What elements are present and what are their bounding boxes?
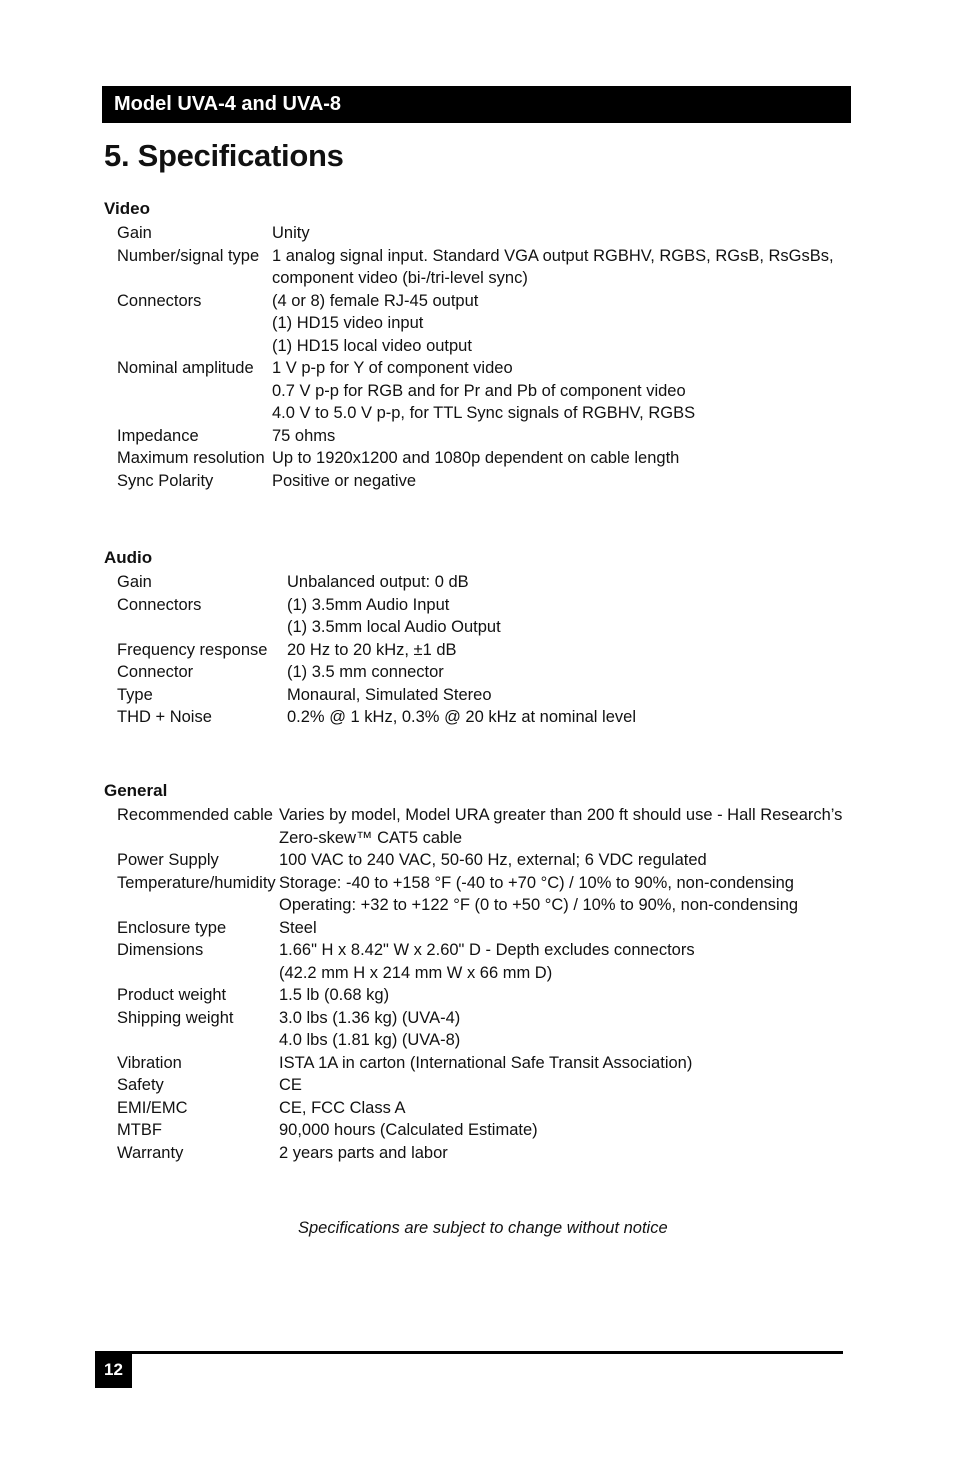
spec-value-line: (42.2 mm H x 214 mm W x 66 mm D) [279, 963, 553, 982]
spec-label: Shipping weight [117, 1008, 234, 1027]
spec-row [117, 1074, 844, 1097]
spec-row [117, 849, 844, 872]
spec-value-line: (1) HD15 local video output [272, 336, 472, 355]
spec-row [117, 470, 844, 493]
spec-row [117, 1052, 844, 1075]
spec-label: Gain [117, 573, 152, 591]
spec-value [279, 1119, 844, 1142]
section-general [104, 780, 844, 1164]
spec-value-line: 4.0 lbs (1.81 kg) (UVA-8) [279, 1031, 461, 1049]
spec-value-line: (4 or 8) female RJ-45 output [272, 291, 479, 310]
spec-value-line: 90,000 hours (Calculated Estimate) [279, 1121, 538, 1139]
spec-value [287, 594, 844, 639]
spec-value [279, 917, 844, 940]
spec-value [287, 684, 844, 707]
spec-row [117, 290, 844, 358]
spec-row [117, 917, 844, 940]
spec-value-line: (1) HD15 video input [272, 314, 424, 332]
spec-label: Nominal amplitude [117, 359, 254, 377]
spec-label: Dimensions [117, 941, 204, 959]
spec-value-line: 75 ohms [272, 426, 336, 445]
spec-value [279, 872, 844, 917]
spec-value [279, 1074, 844, 1097]
spec-label: Maximum resolution [117, 449, 265, 467]
spec-label: Power Supply [117, 851, 219, 869]
spec-value-line: 1 V p-p for Y of component video [272, 359, 513, 377]
spec-value-line: Operating: +32 to +122 °F (0 to +50 °C) / 10% to 90%, non-condensing [279, 896, 799, 914]
spec-label: Enclosure type [117, 918, 227, 937]
spec-label: MTBF [117, 1121, 162, 1139]
spec-value-line: (1) 3.5mm Audio Input [287, 595, 450, 614]
spec-value [272, 245, 844, 290]
spec-value-line: (1) 3.5mm local Audio Output [287, 618, 501, 636]
spec-value [279, 804, 844, 849]
spec-label: Type [117, 685, 153, 704]
spec-value [279, 1097, 844, 1120]
spec-row [117, 1119, 844, 1142]
spec-label: Impedance [117, 426, 199, 445]
spec-value [272, 470, 844, 493]
spec-value-line: CE [279, 1076, 302, 1094]
spec-label: EMI/EMC [117, 1098, 188, 1117]
spec-value-line: 0.2% @ 1 kHz, 0.3% @ 20 kHz at nominal level [287, 708, 636, 726]
spec-label: Gain [117, 224, 152, 242]
spec-value-line: 2 years parts and labor [279, 1143, 448, 1162]
spec-row [117, 706, 844, 729]
spec-value [279, 939, 844, 984]
spec-value-line: (1) 3.5 mm connector [287, 663, 444, 681]
disclaimer-note: Specifications are subject to change without notice [298, 1219, 668, 1237]
spec-row [117, 1097, 844, 1120]
spec-value [272, 425, 844, 448]
section-heading: Audio [104, 548, 153, 567]
spec-value-line: 1 analog signal input. Standard VGA output RGBHV, RGBS, RGsB, RsGsBs, [272, 246, 834, 265]
spec-label: Connectors [117, 595, 202, 614]
spec-label: THD + Noise [117, 708, 212, 726]
spec-value-line: 4.0 V to 5.0 V p-p, for TTL Sync signals of RGBHV, RGBS [272, 404, 696, 422]
spec-row [117, 984, 844, 1007]
spec-value [279, 1052, 844, 1075]
spec-value-line: 100 VAC to 240 VAC, 50-60 Hz, external; 6 VDC regulated [279, 851, 707, 869]
spec-label: Safety [117, 1076, 164, 1094]
spec-row [117, 447, 844, 470]
spec-row [117, 804, 844, 849]
spec-value-line: Positive or negative [272, 471, 416, 490]
spec-label: Recommended cable [117, 806, 273, 824]
spec-value [279, 849, 844, 872]
spec-label: Vibration [117, 1053, 182, 1072]
spec-value-line: 20 Hz to 20 kHz, ±1 dB [287, 640, 457, 659]
spec-value-line: CE, FCC Class A [279, 1098, 406, 1117]
page-title: 5. Specifications [104, 138, 344, 173]
spec-row [117, 1007, 844, 1052]
header-title: Model UVA-4 and UVA-8 [114, 93, 342, 115]
spec-value [272, 290, 844, 358]
spec-row [117, 684, 844, 707]
spec-row [117, 594, 844, 639]
spec-label: Connector [117, 663, 194, 681]
spec-value-line: Unity [272, 224, 310, 242]
section-video [104, 198, 844, 492]
spec-label: Temperature/humidity [117, 873, 276, 892]
spec-row [117, 222, 844, 245]
spec-value-line: 1.66" H x 8.42" W x 2.60" D - Depth excludes connectors [279, 941, 695, 959]
spec-value [287, 706, 844, 729]
spec-label: Warranty [117, 1143, 184, 1162]
spec-value [287, 639, 844, 662]
spec-row [117, 639, 844, 662]
spec-value [272, 357, 844, 425]
spec-row [117, 1142, 844, 1165]
spec-value-line: Zero-skew™ CAT5 cable [279, 828, 463, 847]
spec-row [117, 571, 844, 594]
spec-row [117, 425, 844, 448]
spec-label: Product weight [117, 986, 227, 1004]
spec-row [117, 939, 844, 984]
spec-row [117, 245, 844, 290]
header-bar [102, 86, 851, 123]
spec-label: Sync Polarity [117, 471, 214, 490]
spec-value [279, 1142, 844, 1165]
spec-row [117, 357, 844, 425]
spec-value-line: Unbalanced output: 0 dB [287, 573, 469, 591]
spec-value-line: Varies by model, Model URA greater than 200 ft should use - Hall Research’s [279, 806, 843, 824]
spec-value [279, 1007, 844, 1052]
spec-label: Frequency response [117, 640, 268, 659]
page-number: 12 [95, 1351, 132, 1388]
spec-value-line: 3.0 lbs (1.36 kg) (UVA-4) [279, 1008, 461, 1027]
spec-value-line: component video (bi-/tri-level sync) [272, 269, 528, 287]
spec-value [272, 222, 844, 245]
spec-value [279, 984, 844, 1007]
spec-label: Number/signal type [117, 246, 260, 265]
spec-value-line: 1.5 lb (0.68 kg) [279, 986, 390, 1004]
section-audio [104, 547, 844, 729]
spec-value [272, 447, 844, 470]
spec-value-line: Storage: -40 to +158 °F (-40 to +70 °C) / 10% to 90%, non-condensing [279, 873, 794, 892]
spec-value-line: Monaural, Simulated Stereo [287, 685, 492, 704]
spec-value-line: Steel [279, 918, 317, 937]
section-heading: Video [104, 199, 150, 218]
footer-divider [132, 1351, 843, 1354]
spec-value-line: ISTA 1A in carton (International Safe Transit Association) [279, 1053, 693, 1072]
spec-row [117, 661, 844, 684]
spec-value [287, 661, 844, 684]
section-heading: General [104, 781, 168, 800]
spec-row [117, 872, 844, 917]
spec-value [287, 571, 844, 594]
spec-value-line: Up to 1920x1200 and 1080p dependent on cable length [272, 449, 680, 467]
spec-label: Connectors [117, 291, 202, 310]
spec-value-line: 0.7 V p-p for RGB and for Pr and Pb of component video [272, 381, 686, 400]
